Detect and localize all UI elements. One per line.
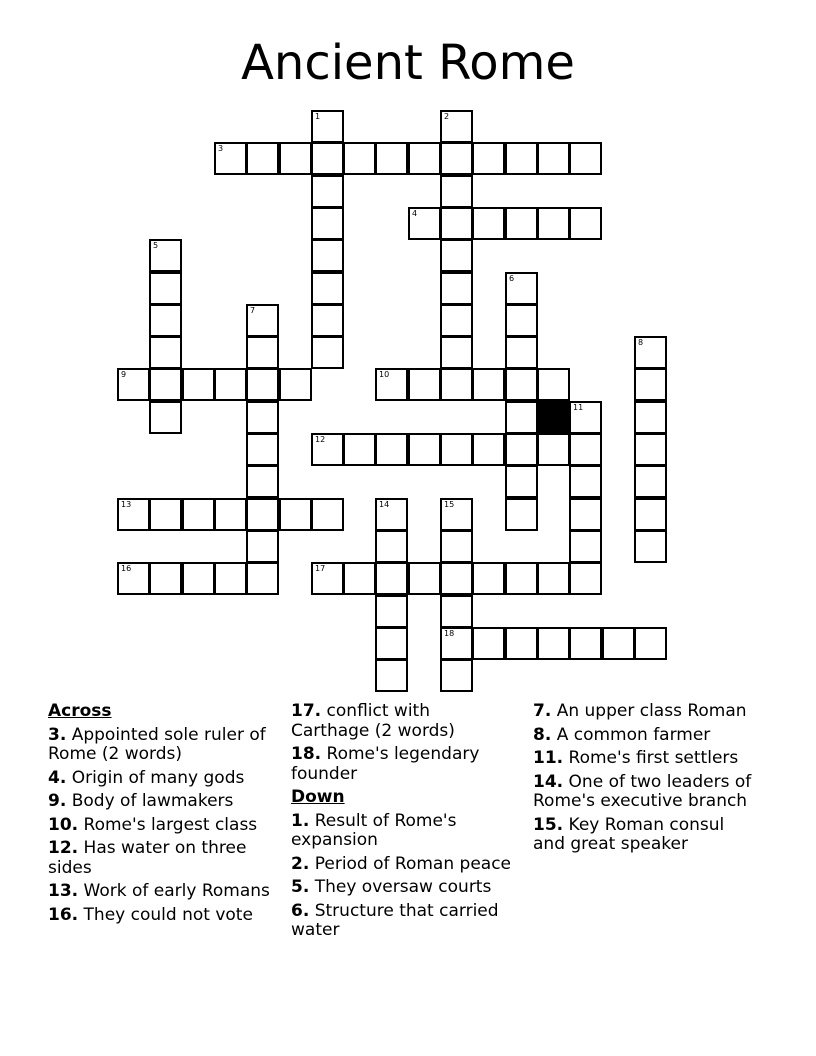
grid-cell[interactable] <box>343 142 376 175</box>
grid-cell[interactable] <box>440 175 473 208</box>
grid-cell[interactable] <box>569 627 602 660</box>
grid-cell[interactable] <box>440 498 473 531</box>
grid-cell[interactable] <box>149 498 182 531</box>
puzzle-title: Ancient Rome <box>241 35 575 91</box>
grid-cell[interactable] <box>505 272 538 305</box>
across-heading: Across <box>48 701 112 721</box>
grid-cell[interactable] <box>537 142 570 175</box>
cell-number: 7 <box>250 306 256 315</box>
grid-cell[interactable] <box>149 239 182 272</box>
clue-across-3: 3. Appointed sole ruler of Rome (2 words) <box>48 724 266 764</box>
grid-cell[interactable] <box>602 627 635 660</box>
grid-cell[interactable] <box>634 401 667 434</box>
clue-across-17: 17. conflict with Carthage (2 words) <box>291 701 455 741</box>
grid-cell[interactable] <box>149 272 182 305</box>
grid-cell[interactable] <box>440 530 473 563</box>
cell-number: 13 <box>121 500 132 509</box>
grid-cell[interactable] <box>149 304 182 337</box>
grid-cell[interactable] <box>246 465 279 498</box>
grid-cell[interactable] <box>375 498 408 531</box>
grid-cell[interactable] <box>311 142 344 175</box>
grid-cell[interactable] <box>505 207 538 240</box>
grid-cell[interactable] <box>149 336 182 369</box>
grid-cell[interactable] <box>214 142 247 175</box>
down-heading: Down <box>291 787 345 807</box>
clue-down-7: 7. An upper class Roman <box>533 701 747 721</box>
grid-cell[interactable] <box>246 142 279 175</box>
grid-cell[interactable] <box>279 142 312 175</box>
cell-number: 3 <box>218 144 224 153</box>
grid-cell[interactable] <box>569 207 602 240</box>
grid-cell[interactable] <box>472 627 505 660</box>
grid-cell[interactable] <box>505 465 538 498</box>
grid-cell[interactable] <box>375 595 408 628</box>
grid-cell[interactable] <box>537 368 570 401</box>
clue-down-1: 1. Result of Rome's expansion <box>291 810 457 850</box>
grid-cell[interactable] <box>472 368 505 401</box>
cell-number: 15 <box>444 500 455 509</box>
grid-cell[interactable] <box>472 562 505 595</box>
grid-cell[interactable] <box>375 368 408 401</box>
grid-cell[interactable] <box>505 401 538 434</box>
cell-number: 14 <box>379 500 390 509</box>
cell-number: 6 <box>509 274 515 283</box>
grid-cell[interactable] <box>440 142 473 175</box>
grid-cell[interactable] <box>569 401 602 434</box>
cell-number: 11 <box>573 403 584 412</box>
grid-cell[interactable] <box>440 595 473 628</box>
grid-cell[interactable] <box>634 465 667 498</box>
grid-cell[interactable] <box>634 368 667 401</box>
grid-cell[interactable] <box>569 562 602 595</box>
grid-cell[interactable] <box>343 562 376 595</box>
grid-cell[interactable] <box>311 498 344 531</box>
grid-cell[interactable] <box>311 207 344 240</box>
grid-cell[interactable] <box>311 239 344 272</box>
grid-cell[interactable] <box>117 562 150 595</box>
grid-cell[interactable] <box>472 142 505 175</box>
clue-across-18: 18. Rome's legendary founder <box>291 744 480 784</box>
grid-cell[interactable] <box>634 433 667 466</box>
clue-across-12: 12. Has water on three sides <box>48 838 247 878</box>
clue-down-11: 11. Rome's first settlers <box>533 748 739 768</box>
grid-cell[interactable] <box>408 368 441 401</box>
grid-cell[interactable] <box>505 498 538 531</box>
grid-cell[interactable] <box>311 562 344 595</box>
grid-cell[interactable] <box>505 368 538 401</box>
grid-cell[interactable] <box>440 239 473 272</box>
cell-number: 1 <box>315 112 321 121</box>
cell-number: 5 <box>153 241 159 250</box>
grid-cell[interactable] <box>214 498 247 531</box>
grid-cell[interactable] <box>375 433 408 466</box>
cell-number: 10 <box>379 370 390 379</box>
grid-cell[interactable] <box>149 401 182 434</box>
cell-number: 2 <box>444 112 450 121</box>
grid-cell[interactable] <box>537 627 570 660</box>
grid-cell[interactable] <box>505 562 538 595</box>
grid-cell[interactable] <box>440 207 473 240</box>
clue-down-8: 8. A common farmer <box>533 724 711 745</box>
grid-cell[interactable] <box>246 336 279 369</box>
clue-column-3 <box>533 702 755 859</box>
grid-cell[interactable] <box>634 498 667 531</box>
clue-column-2 <box>291 702 513 945</box>
grid-cell[interactable] <box>246 401 279 434</box>
grid-cell[interactable] <box>246 368 279 401</box>
grid-cell[interactable] <box>246 530 279 563</box>
grid-cell[interactable] <box>117 498 150 531</box>
clue-down-15: 15. Key Roman consul and great speaker <box>533 814 725 854</box>
cell-number: 8 <box>638 338 644 347</box>
grid-cell[interactable] <box>569 498 602 531</box>
grid-cell[interactable] <box>440 562 473 595</box>
grid-cell[interactable] <box>182 368 215 401</box>
grid-cell[interactable] <box>537 433 570 466</box>
grid-cell[interactable] <box>440 304 473 337</box>
grid-cell[interactable] <box>440 368 473 401</box>
grid-cell[interactable] <box>246 498 279 531</box>
grid-cell[interactable] <box>311 175 344 208</box>
clue-across-9: 9. Body of lawmakers <box>48 791 234 811</box>
grid-cell[interactable] <box>472 433 505 466</box>
grid-cell[interactable] <box>375 627 408 660</box>
grid-cell[interactable] <box>375 659 408 692</box>
clue-down-2: 2. Period of Roman peace <box>291 853 511 874</box>
grid-cell[interactable] <box>246 562 279 595</box>
grid-cell[interactable] <box>182 562 215 595</box>
grid-cell[interactable] <box>634 336 667 369</box>
grid-cell[interactable] <box>311 433 344 466</box>
grid-cell[interactable] <box>505 627 538 660</box>
grid-cell[interactable] <box>279 498 312 531</box>
grid-cell[interactable] <box>279 368 312 401</box>
grid-cell[interactable] <box>311 110 344 143</box>
clue-across-10: 10. Rome's largest class <box>48 814 258 835</box>
cell-number: 9 <box>121 370 127 379</box>
grid-cell[interactable] <box>149 368 182 401</box>
grid-cell[interactable] <box>537 562 570 595</box>
grid-cell[interactable] <box>311 336 344 369</box>
grid-cell[interactable] <box>634 530 667 563</box>
grid-cell[interactable] <box>311 304 344 337</box>
grid-cell[interactable] <box>408 207 441 240</box>
grid-cell[interactable] <box>569 465 602 498</box>
grid-cell[interactable] <box>117 368 150 401</box>
grid-cell[interactable] <box>569 142 602 175</box>
grid-cell[interactable] <box>505 336 538 369</box>
grid-cell[interactable] <box>569 530 602 563</box>
clue-across-13: 13. Work of early Romans <box>48 881 270 901</box>
grid-cell[interactable] <box>440 659 473 692</box>
clue-down-5: 5. They oversaw courts <box>291 877 492 897</box>
cell-number: 18 <box>444 629 455 638</box>
clue-across-4: 4. Origin of many gods <box>48 767 245 788</box>
grid-cell[interactable] <box>569 433 602 466</box>
cell-number: 16 <box>121 564 132 573</box>
grid-cell[interactable] <box>537 207 570 240</box>
grid-cell[interactable] <box>375 142 408 175</box>
clue-down-6: 6. Structure that carried water <box>291 900 499 940</box>
grid-cell[interactable] <box>343 433 376 466</box>
grid-cell[interactable] <box>440 272 473 305</box>
grid-cell[interactable] <box>634 627 667 660</box>
grid-cell[interactable] <box>505 142 538 175</box>
clue-across-16: 16. They could not vote <box>48 904 253 925</box>
grid-cell[interactable] <box>472 207 505 240</box>
grid-cell[interactable] <box>149 562 182 595</box>
grid-cell[interactable] <box>440 336 473 369</box>
grid-cell[interactable] <box>408 562 441 595</box>
cell-number: 4 <box>412 209 418 218</box>
cell-number: 17 <box>315 564 326 573</box>
grid-cell[interactable] <box>440 433 473 466</box>
grid-cell[interactable] <box>246 433 279 466</box>
grid-cell[interactable] <box>214 368 247 401</box>
grid-cell[interactable] <box>214 562 247 595</box>
grid-cell[interactable] <box>311 272 344 305</box>
grid-cell[interactable] <box>505 304 538 337</box>
grid-cell[interactable] <box>182 498 215 531</box>
grid-cell[interactable] <box>440 627 473 660</box>
grid-cell[interactable] <box>408 433 441 466</box>
grid-cell[interactable] <box>440 110 473 143</box>
black-cell <box>537 401 570 434</box>
grid-cell[interactable] <box>375 562 408 595</box>
clue-column-1 <box>48 702 270 929</box>
cell-number: 12 <box>315 435 326 444</box>
grid-cell[interactable] <box>505 433 538 466</box>
clue-down-14: 14. One of two leaders of Rome's executive branch <box>533 771 752 811</box>
grid-cell[interactable] <box>375 530 408 563</box>
grid-cell[interactable] <box>246 304 279 337</box>
grid-cell[interactable] <box>408 142 441 175</box>
